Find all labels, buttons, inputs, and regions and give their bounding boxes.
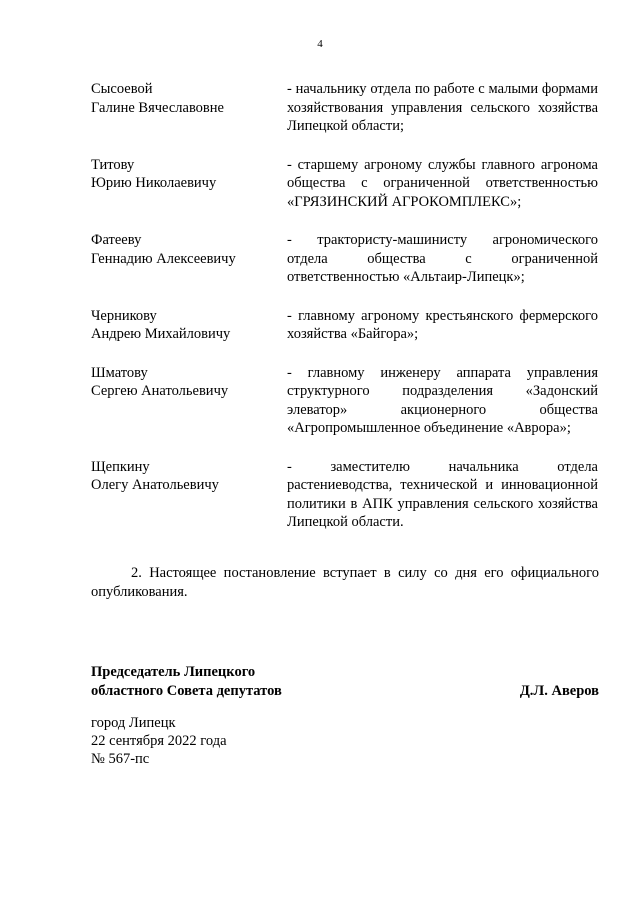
person-name	[91, 307, 287, 344]
person-position: - начальнику отдела по работе с малыми формами хозяйствования управления сельского хозяйства Липецкой области;	[287, 81, 598, 134]
surname: Фатееву	[91, 232, 142, 248]
surname: Сысоевой	[91, 81, 153, 97]
person-name	[91, 458, 287, 532]
person-name	[91, 156, 287, 212]
signatory-title-line2: областного Совета депутатов	[91, 682, 282, 699]
given-names: Галине Вячеславовне	[91, 99, 224, 116]
surname: Черникову	[91, 307, 157, 324]
given-names: Геннадию Алексеевичу	[91, 250, 236, 267]
person-position: - главному инженеру аппарата управления структурного подразделения «Задонский элеватор» акционерного общества «Агропромышленное объединение «Аврора»;	[287, 364, 598, 436]
list-item	[91, 364, 599, 438]
signatory-title-line1: Председатель Липецкого	[91, 664, 256, 680]
page-number: 4	[317, 38, 323, 50]
given-names: Юрию Николаевичу	[91, 175, 217, 191]
surname: Титову	[91, 156, 135, 173]
person-position: - старшему агроному службы главного агронома общества с ограниченной ответственностью «ГРЯЗИНСКИЙ АГРОКОМПЛЕКС»;	[287, 156, 598, 210]
person-name	[91, 80, 287, 136]
surname: Щепкину	[91, 458, 150, 475]
effective-date-clause: 2. Настоящее постановление вступает в силу со дня его официального опубликования.	[91, 565, 599, 600]
given-names: Олегу Анатольевичу	[91, 477, 219, 493]
list-item	[91, 231, 599, 287]
document-date: 22 сентября 2022 года	[91, 733, 227, 749]
list-item	[91, 458, 599, 532]
city: город Липецк	[91, 715, 176, 731]
document-number: № 567-пс	[91, 751, 150, 767]
given-names: Сергею Анатольевичу	[91, 383, 229, 399]
award-list	[91, 80, 599, 532]
given-names: Андрею Михайловичу	[91, 326, 231, 342]
person-position: - трактористу-машинисту агрономического отдела общества с ограниченной ответственностью «Альтаир-Липецк»;	[287, 232, 598, 285]
surname: Шматову	[91, 364, 148, 381]
signatory-name: Д.Л. Аверов	[519, 682, 599, 699]
list-item	[91, 307, 599, 344]
person-name	[91, 231, 287, 287]
person-name	[91, 364, 287, 438]
person-position: - заместителю начальника отдела растениеводства, технической и инновационной политики в АПК управления сельского хозяйства Липецкой области.	[287, 458, 598, 530]
signature-block	[91, 663, 599, 700]
list-item	[91, 156, 599, 212]
person-position: - главному агроному крестьянского фермерского хозяйства «Байгора»;	[287, 307, 598, 342]
list-item	[91, 80, 599, 136]
document-footer	[91, 714, 391, 768]
